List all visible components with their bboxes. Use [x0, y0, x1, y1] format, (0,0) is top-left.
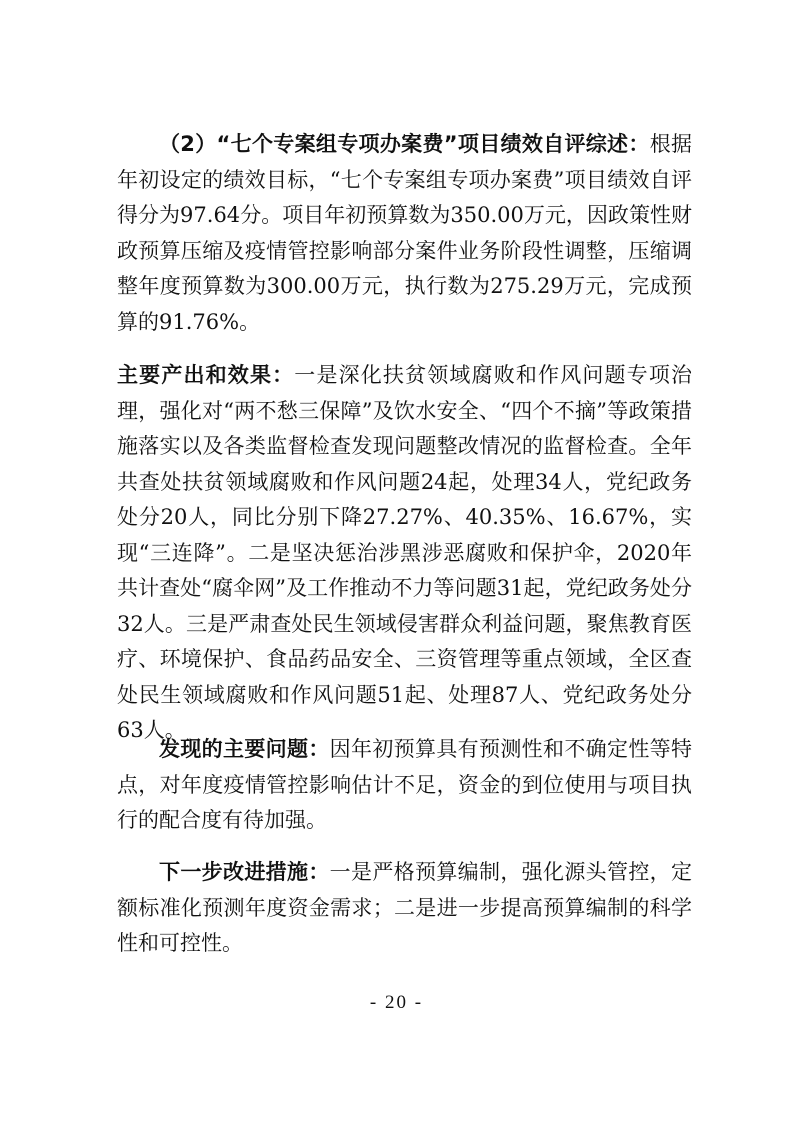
- paragraph-body: 因年初预算具有预测性和不确定性等特点，对年度疫情管控影响估计不足，资金的到位使用与项目执行的配合度有待加强。: [117, 737, 693, 832]
- paragraph-improvement-measures: [117, 855, 692, 962]
- paragraph-heading: 主要产出和效果：: [117, 363, 295, 387]
- paragraph-body: 根据年初设定的绩效目标，“七个专案组专项办案费”项目绩效自评得分为97.64分。项目年初预算数为350.00万元，因政策性财政预算压缩及疫情管控影响部分案件业务阶段性调整，压缩调整年度预算数为300.00万元，执行数为275.29万元，完成预算的91.76%。: [117, 132, 692, 334]
- paragraph-project-summary: [117, 127, 692, 340]
- paragraph-body: 一是严格预算编制，强化源头管控，定额标准化预测年度资金需求；二是进一步提高预算编制的科学性和可控性。: [117, 860, 693, 955]
- paragraph-outputs-effects: [117, 358, 692, 749]
- paragraph-heading: （2）“七个专案组专项办案费”项目绩效自评综述：: [159, 132, 650, 156]
- paragraph-heading: 发现的主要问题：: [159, 737, 330, 761]
- paragraph-heading: 下一步改进措施：: [159, 860, 330, 884]
- paragraph-body: 一是深化扶贫领域腐败和作风问题专项治理，强化对“两不愁三保障”及饮水安全、“四个不摘”等政策措施落实以及各类监督检查发现问题整改情况的监督检查。全年共查处扶贫领域腐败和作风问题24起，处理34人，党纪政务处分20人，同比分别下降27.27%、40.35%、16.67%，实现“三连降”。二是坚决惩治涉黑涉恶腐败和保护伞，2020年共计查处“腐伞网”及工作推动不力等问题31起，党纪政务处分32人。三是严肃查处民生领域侵害群众利益问题，聚焦教育医疗、环境保护、食品药品安全、三资管理等重点领域，全区查处民生领域腐败和作风问题51起、处理87人、党纪政务处分63人。: [117, 363, 692, 742]
- paragraph-main-problems: [117, 732, 692, 839]
- page-number: - 20 -: [369, 992, 424, 1013]
